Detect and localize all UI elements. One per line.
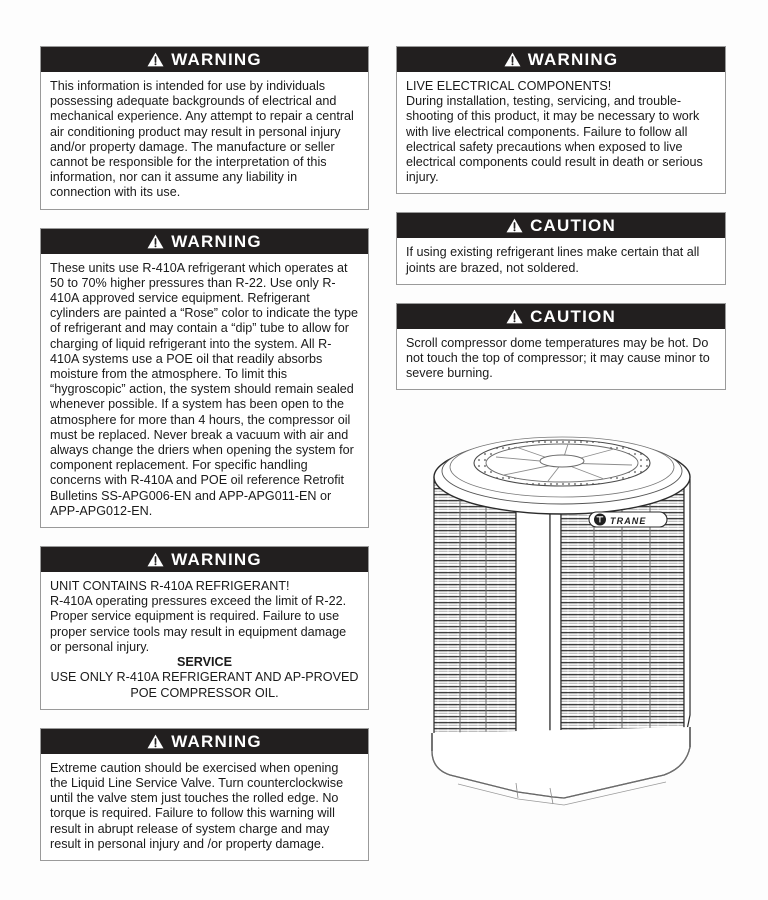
warning-triangle-icon	[506, 309, 523, 324]
warning-triangle-icon	[504, 52, 521, 67]
safety-paragraph: LIVE ELECTRICAL COMPONENTS!	[406, 79, 612, 93]
safety-level-label: CAUTION	[530, 216, 616, 236]
safety-level-label: WARNING	[171, 550, 262, 570]
safety-paragraph: This information is intended for use by individuals possessing adequate backgrounds of electrical and mechanical experience. Any attempt to repair a central air conditioning product may result in personal injury and/or property damage. The manufacture or seller cannot be responsible for the interpretation of this information, nor can it assume any liability in connection with its use.	[50, 79, 354, 200]
safety-header-warning	[41, 47, 368, 72]
safety-level-label: WARNING	[527, 50, 619, 69]
safety-body	[397, 329, 725, 390]
warning-triangle-icon	[147, 52, 164, 67]
warning-liquid-line-service-valve	[40, 728, 369, 861]
safety-paragraph: Scroll compressor dome temperatures may be hot. Do not touch the top of compressor; it may cause minor to severe burning.	[406, 335, 710, 381]
safety-level-label: WARNING	[171, 731, 262, 751]
caution-scroll-compressor-hot	[396, 303, 726, 391]
warning-unit-contains-r410a	[40, 546, 369, 710]
safety-paragraph: These units use R-410A refrigerant which operates at 50 to 70% higher pressures than R-22. Use only R-410A approved service equipment. Refrigerant cylinders are painted a “Rose” color to indicate the type of refrigerant and may contain a “dip” tube to allow for charging of liquid refrigerant into the system. All R-410A systems use a POE oil that readily absorbs moisture from the atmosphere. To limit this “hygroscopic” action, the system should remain sealed whenever possible. If a system has been open to the atmosphere for more than 4 hours, the compressor oil must be replaced. Never break a vacuum with air and always change the driers when opening the system for component replacement. For specific handling concerns with R-410A and POE oil reference Retrofit Bulletins SS-APG006-EN and APP-APG011-EN or APP-APG012-EN.	[50, 260, 359, 518]
safety-paragraph: UNIT CONTAINS R-410A REFRIGERANT!	[50, 579, 290, 594]
safety-paragraph: SERVICE	[176, 655, 233, 670]
right-column	[396, 46, 726, 408]
safety-paragraph: If using existing refrigerant lines make certain that all joints are brazed, not soldered.	[406, 245, 700, 275]
safety-level-label: CAUTION	[530, 306, 616, 326]
safety-body	[41, 254, 368, 527]
safety-header-warning	[41, 547, 368, 572]
safety-level-label: WARNING	[171, 231, 262, 251]
safety-body	[397, 72, 725, 193]
caution-brazed-joints	[396, 212, 726, 284]
safety-header-caution	[397, 213, 725, 238]
safety-paragraph: Extreme caution should be exercised when opening the Liquid Line Service Valve. Turn counterclockwise until the valve stem just touches the rolled edge. No torque is required. Failure to follow this warning will result in abrupt release of system charge and may result in personal injury and /or property damage.	[50, 760, 344, 851]
trane-logo-badge	[589, 512, 667, 527]
safety-paragraph: During installation, testing, servicing, and trouble-shooting of this product, it may be necessary to work with live electrical components. Failure to follow all electrical safety precautions when exposed to live electrical components could result in death or serious injury.	[406, 94, 703, 185]
safety-level-label: WARNING	[171, 50, 262, 69]
safety-paragraph: USE ONLY R-410A REFRIGERANT AND AP-PROVED POE COMPRESSOR OIL.	[50, 670, 359, 700]
warning-triangle-icon	[506, 218, 523, 233]
safety-body	[41, 754, 368, 860]
safety-body	[41, 72, 368, 209]
warning-qualified-personnel	[40, 46, 369, 210]
outdoor-condenser-unit-illustration	[398, 415, 728, 835]
safety-header-warning	[41, 229, 368, 254]
warning-triangle-icon	[147, 552, 164, 567]
safety-body	[41, 572, 368, 709]
warning-live-electrical-components	[396, 46, 726, 194]
warning-triangle-icon	[147, 234, 164, 249]
left-column	[40, 46, 369, 879]
warning-triangle-icon	[147, 734, 164, 749]
svg-text:TRANE: TRANE	[610, 516, 647, 526]
safety-body	[397, 238, 725, 283]
warning-r410a-handling	[40, 228, 369, 528]
safety-header-warning	[397, 47, 725, 72]
safety-header-warning	[41, 729, 368, 754]
safety-paragraph: R-410A operating pressures exceed the limit of R-22. Proper service equipment is required. Failure to use proper service tools may result in equipment damage or personal injury.	[50, 594, 347, 654]
safety-header-caution	[397, 304, 725, 329]
